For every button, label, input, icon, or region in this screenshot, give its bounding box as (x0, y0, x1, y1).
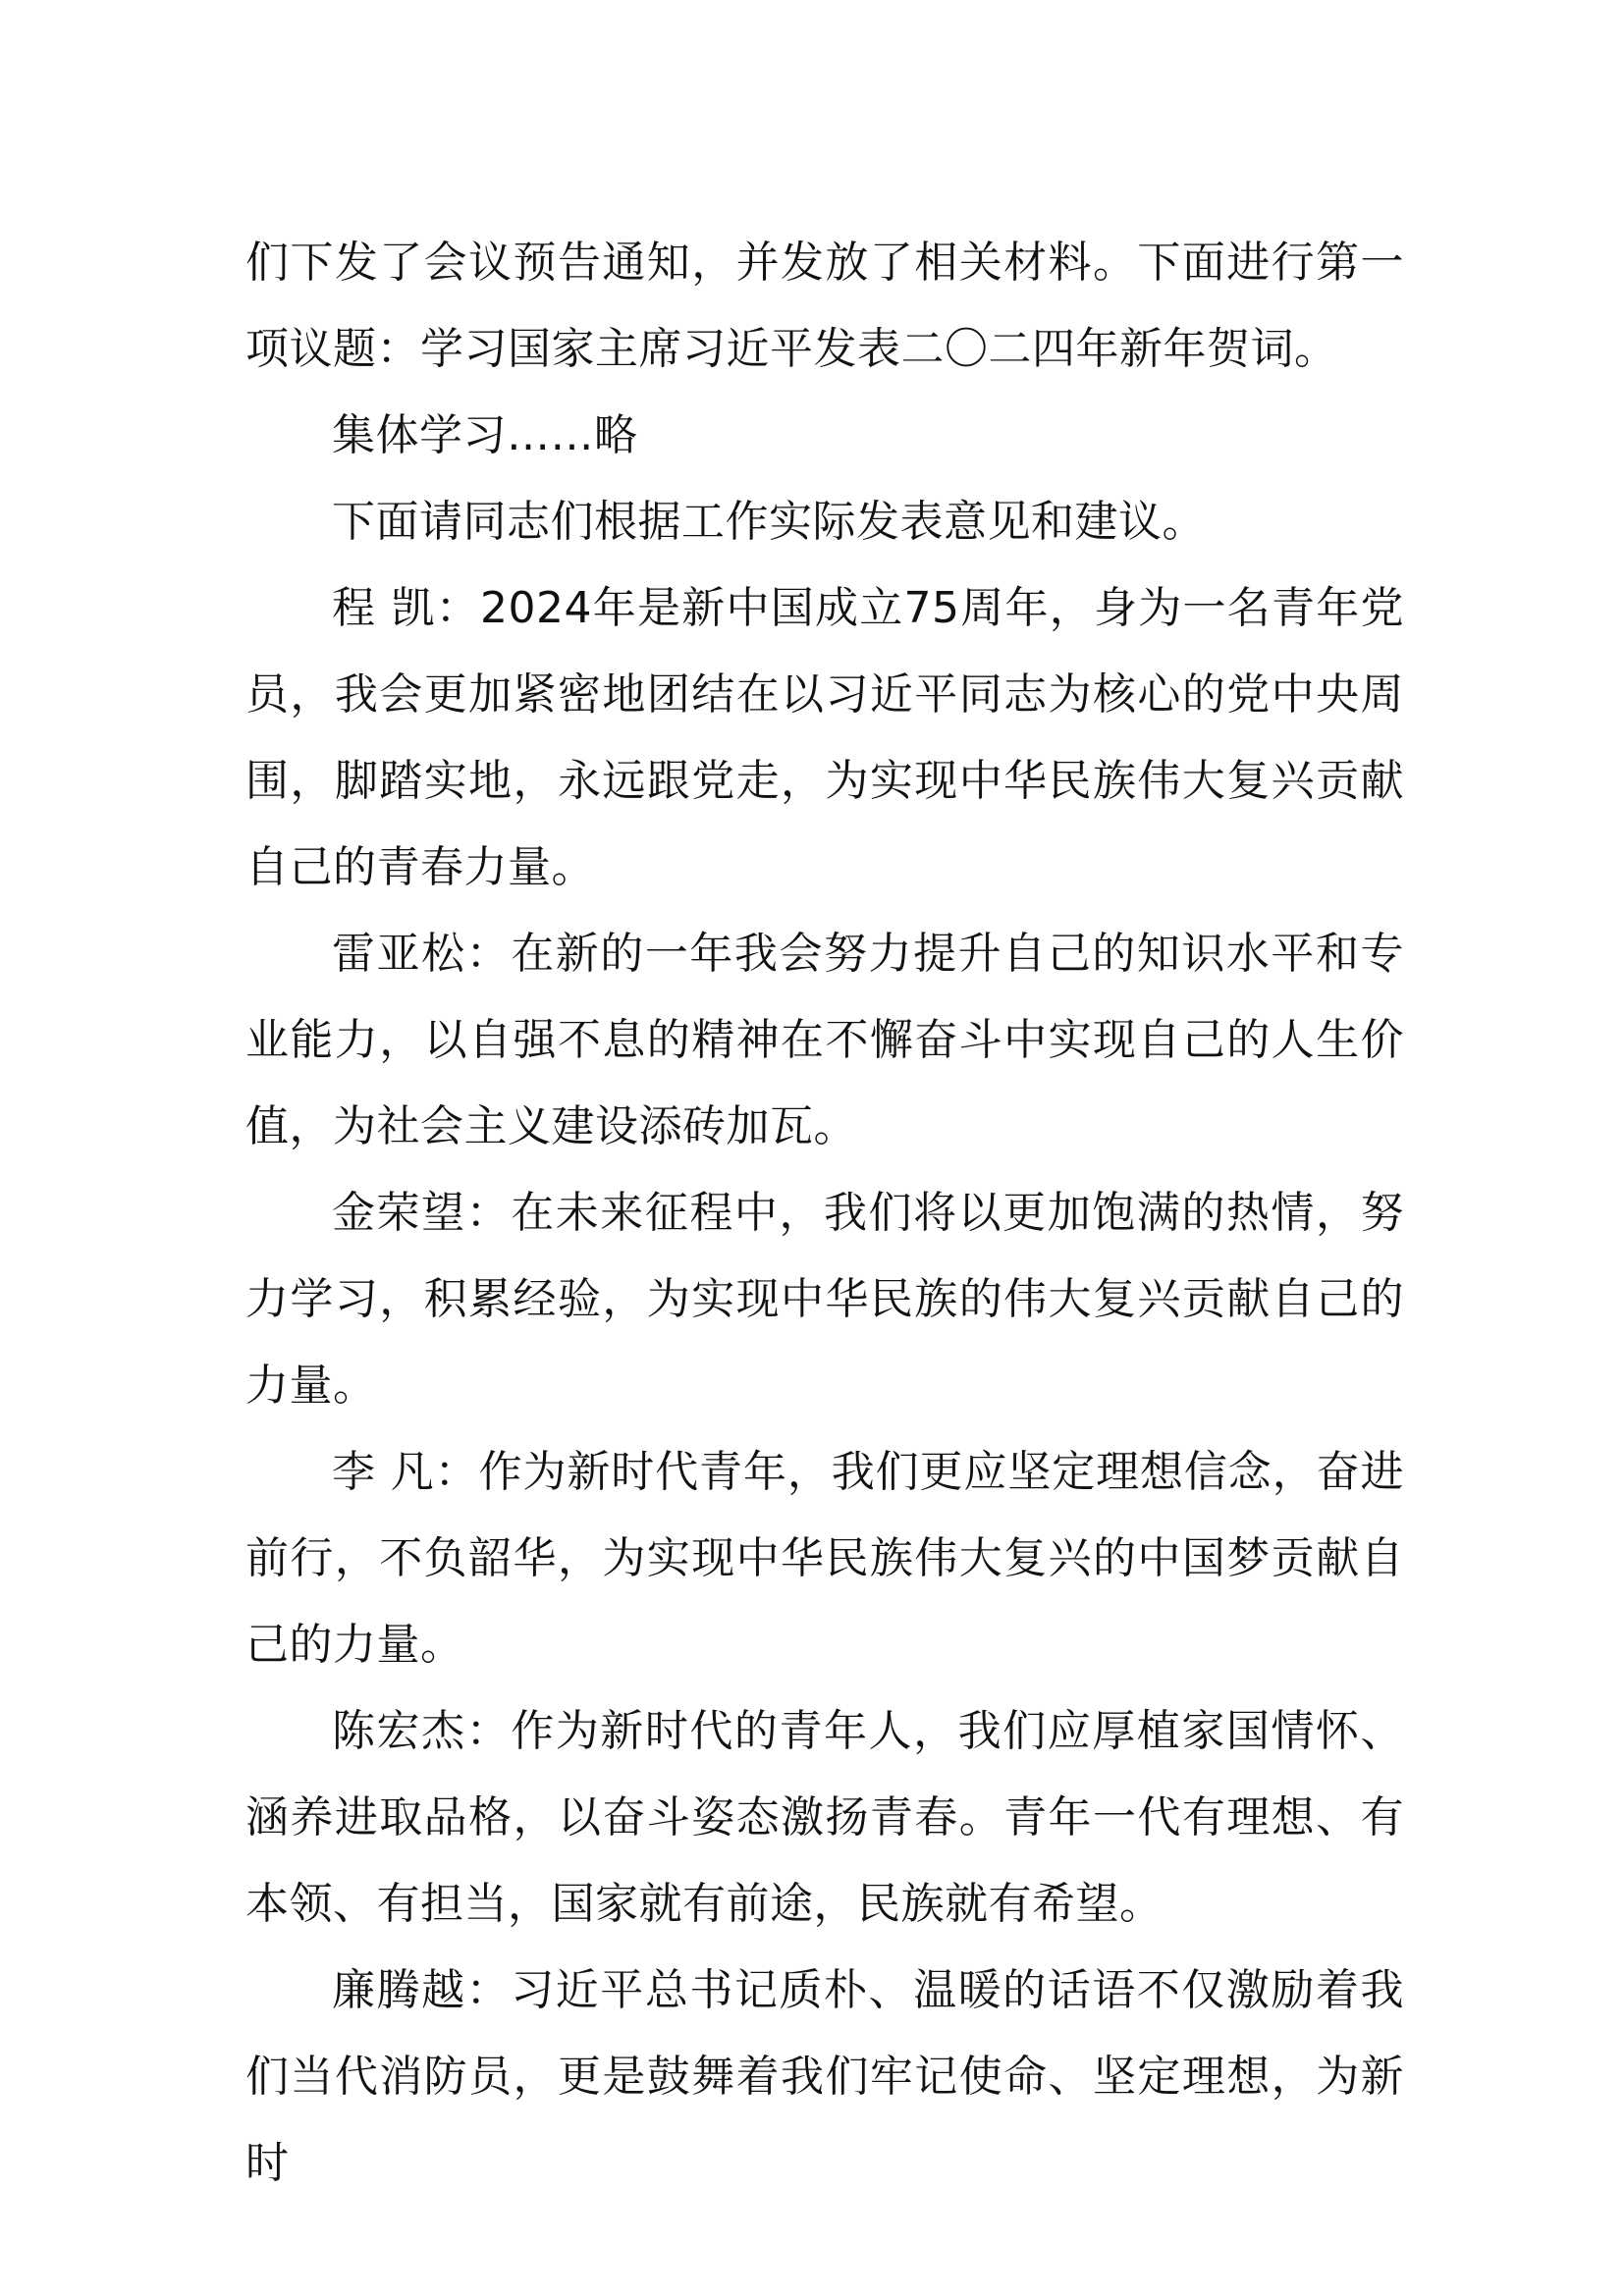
paragraph-text: 在新的一年我会努力提升自己的知识水平和专业能力，以自强不息的精神在不懈奋斗中实现自己的人生价值，为社会主义建设添砖加瓦。 (245, 929, 1405, 1151)
speaker-name: 陈宏杰： (332, 1706, 512, 1756)
paragraph-collective-study (245, 393, 1404, 479)
paragraph-cheng-kai (245, 565, 1404, 911)
paragraph-text: 作为新时代青年，我们更应坚定理想信念，奋进前行，不负韶华，为实现中华民族伟大复兴的中国梦贡献自己的力量。 (245, 1447, 1404, 1670)
speaker-name: 李 凡： (332, 1447, 479, 1497)
paragraph-text: 2024年是新中国成立75周年，身为一名青年党员，我会更加紧密地团结在以习近平同志为核心的党中央周围，脚踏实地，永远跟党走，为实现中华民族伟大复兴贡献自己的青春力量。 (245, 583, 1404, 892)
speaker-name: 廉腾越： (332, 1965, 512, 2015)
paragraph-text: 在未来征程中，我们将以更加饱满的热情，努力学习，积累经验，为实现中华民族的伟大复兴贡献自己的力量。 (245, 1188, 1405, 1411)
speaker-name: 程 凯： (332, 583, 480, 633)
document-body (245, 220, 1404, 2207)
paragraph-text: 们下发了会议预告通知，并发放了相关材料。下面进行第一项议题：学习国家主席习近平发表二〇二四年新年贺词。 (245, 238, 1404, 374)
paragraph-lian-tengyue (245, 1948, 1404, 2207)
paragraph-text: 作为新时代的青年人，我们应厚植家国情怀、涵养进取品格，以奋斗姿态激扬青春。青年一代有理想、有本领、有担当，国家就有前途，民族就有希望。 (245, 1706, 1405, 1929)
paragraph-text: 集体学习……略 (332, 410, 638, 460)
paragraph-text: 下面请同志们根据工作实际发表意见和建议。 (332, 497, 1206, 547)
paragraph-text: 习近平总书记质朴、温暖的话语不仅激励着我们当代消防员，更是鼓舞着我们牢记使命、坚定理想，为新时 (245, 1965, 1405, 2188)
speaker-name: 雷亚松： (332, 929, 512, 979)
paragraph-li-fan (245, 1429, 1404, 1688)
paragraph-intro (245, 220, 1404, 393)
paragraph-jin-rongwang (245, 1170, 1404, 1429)
paragraph-chen-hongjie (245, 1688, 1404, 1948)
paragraph-invite-comments (245, 479, 1404, 565)
speaker-name: 金荣望： (332, 1188, 512, 1238)
paragraph-lei-yasong (245, 911, 1404, 1170)
